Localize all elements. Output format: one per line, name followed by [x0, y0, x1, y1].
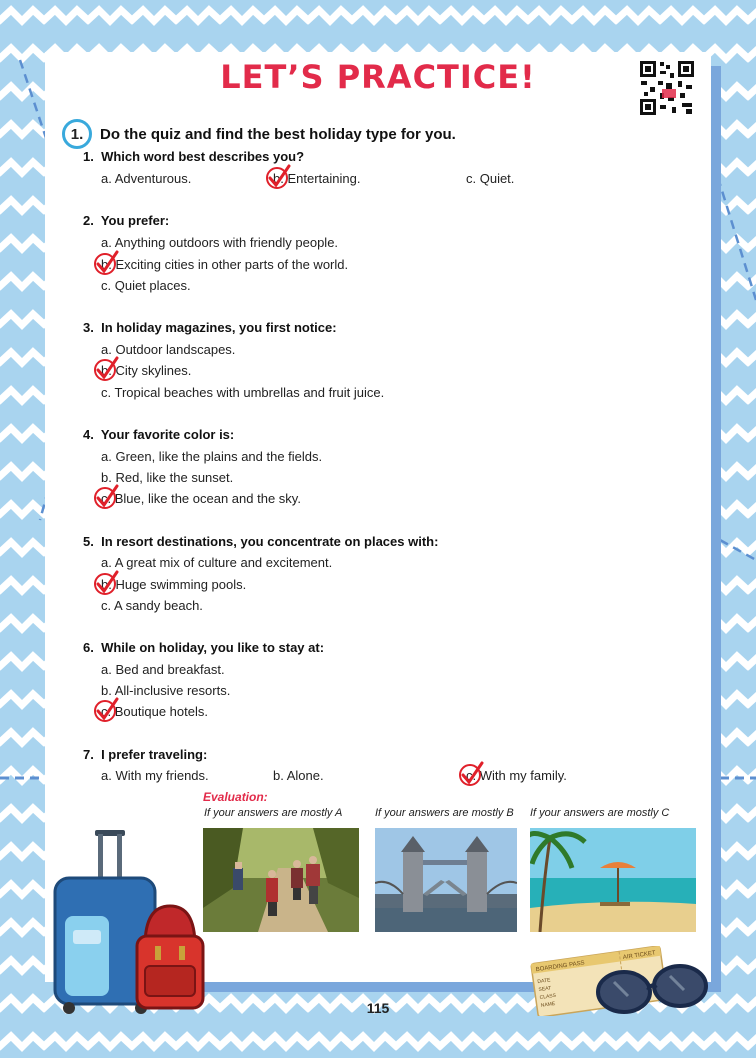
question-text: In holiday magazines, you first notice:: [101, 320, 337, 335]
question-number: 4.: [83, 427, 94, 442]
question-number: 2.: [83, 213, 94, 228]
tower-bridge-photo: [375, 828, 517, 932]
option-4c[interactable]: c. Blue, like the ocean and the sky.: [101, 491, 301, 506]
option-5a[interactable]: a. A great mix of culture and excitement.: [101, 555, 333, 570]
task-number-badge: 1.: [62, 119, 92, 149]
question-text: While on holiday, you like to stay at:: [101, 640, 325, 655]
question-6: [83, 640, 324, 655]
option-1a[interactable]: a. Adventurous.: [101, 171, 192, 186]
option-2b[interactable]: b. Exciting cities in other parts of the world.: [101, 257, 349, 272]
checkmark-icon: [92, 355, 120, 383]
option-4b[interactable]: b. Red, like the sunset.: [101, 470, 234, 485]
question-number: 7.: [83, 747, 94, 762]
checkmark-icon: [92, 249, 120, 277]
page-edge-right: [711, 66, 721, 986]
option-7a[interactable]: a. With my friends.: [101, 768, 209, 783]
task-instruction: Do the quiz and find the best holiday type for you.: [100, 125, 456, 143]
option-2a[interactable]: a. Anything outdoors with friendly people.: [101, 235, 339, 250]
task-heading: [62, 119, 456, 149]
question-text: I prefer traveling:: [101, 747, 208, 762]
question-text: Which word best describes you?: [101, 149, 305, 164]
luggage-illustration: [45, 826, 215, 1016]
question-4: [83, 427, 234, 442]
checkmark-icon: [457, 760, 485, 788]
checkmark-icon: [264, 163, 292, 191]
qr-code-icon: [638, 59, 696, 117]
checkmark-icon: [92, 696, 120, 724]
evaluation-caption-c: If your answers are mostly C: [530, 807, 670, 819]
field-date: DATE: [537, 977, 551, 986]
question-text: In resort destinations, you concentrate on places with:: [101, 534, 439, 549]
option-2c[interactable]: c. Quiet places.: [101, 278, 191, 293]
air-ticket-label: AIR TICKET: [622, 950, 656, 961]
question-3: [83, 320, 337, 335]
boarding-pass-label: BOARDING PASS: [535, 960, 586, 974]
field-class: CLASS: [539, 992, 557, 1001]
option-7c[interactable]: c. With my family.: [466, 768, 567, 783]
option-3b[interactable]: b. City skylines.: [101, 363, 192, 378]
checkmark-icon: [92, 483, 120, 511]
option-1c[interactable]: c. Quiet.: [466, 171, 515, 186]
hikers-photo: [203, 828, 359, 932]
option-5c[interactable]: c. A sandy beach.: [101, 598, 203, 613]
option-6c[interactable]: c. Boutique hotels.: [101, 704, 208, 719]
page-number: 115: [366, 1000, 390, 1016]
question-5: [83, 534, 438, 549]
question-1: [83, 149, 304, 164]
question-number: 1.: [83, 149, 94, 164]
option-5b[interactable]: b. Huge swimming pools.: [101, 577, 247, 592]
question-7: [83, 747, 207, 762]
field-seat: SEAT: [538, 985, 552, 994]
option-3a[interactable]: a. Outdoor landscapes.: [101, 342, 236, 357]
question-number: 3.: [83, 320, 94, 335]
question-2: [83, 213, 169, 228]
question-text: You prefer:: [100, 213, 170, 228]
question-number: 6.: [83, 640, 94, 655]
evaluation-caption-b: If your answers are mostly B: [375, 807, 514, 819]
question-number: 5.: [83, 534, 94, 549]
field-name: NAME: [540, 1000, 556, 1009]
question-text: Your favorite color is:: [100, 427, 235, 442]
evaluation-caption-a: If your answers are mostly A: [204, 807, 343, 819]
option-7b[interactable]: b. Alone.: [273, 768, 324, 783]
page-title: LET’S PRACTICE!: [220, 58, 536, 96]
option-1b[interactable]: b. Entertaining.: [273, 171, 361, 186]
checkmark-icon: [92, 569, 120, 597]
tropical-beach-photo: [530, 828, 696, 932]
option-6a[interactable]: a. Bed and breakfast.: [101, 662, 225, 677]
option-6b[interactable]: b. All-inclusive resorts.: [101, 683, 231, 698]
evaluation-title: Evaluation:: [203, 790, 268, 804]
option-3c[interactable]: c. Tropical beaches with umbrellas and fruit juice.: [101, 385, 385, 400]
option-4a[interactable]: a. Green, like the plains and the fields.: [101, 449, 323, 464]
